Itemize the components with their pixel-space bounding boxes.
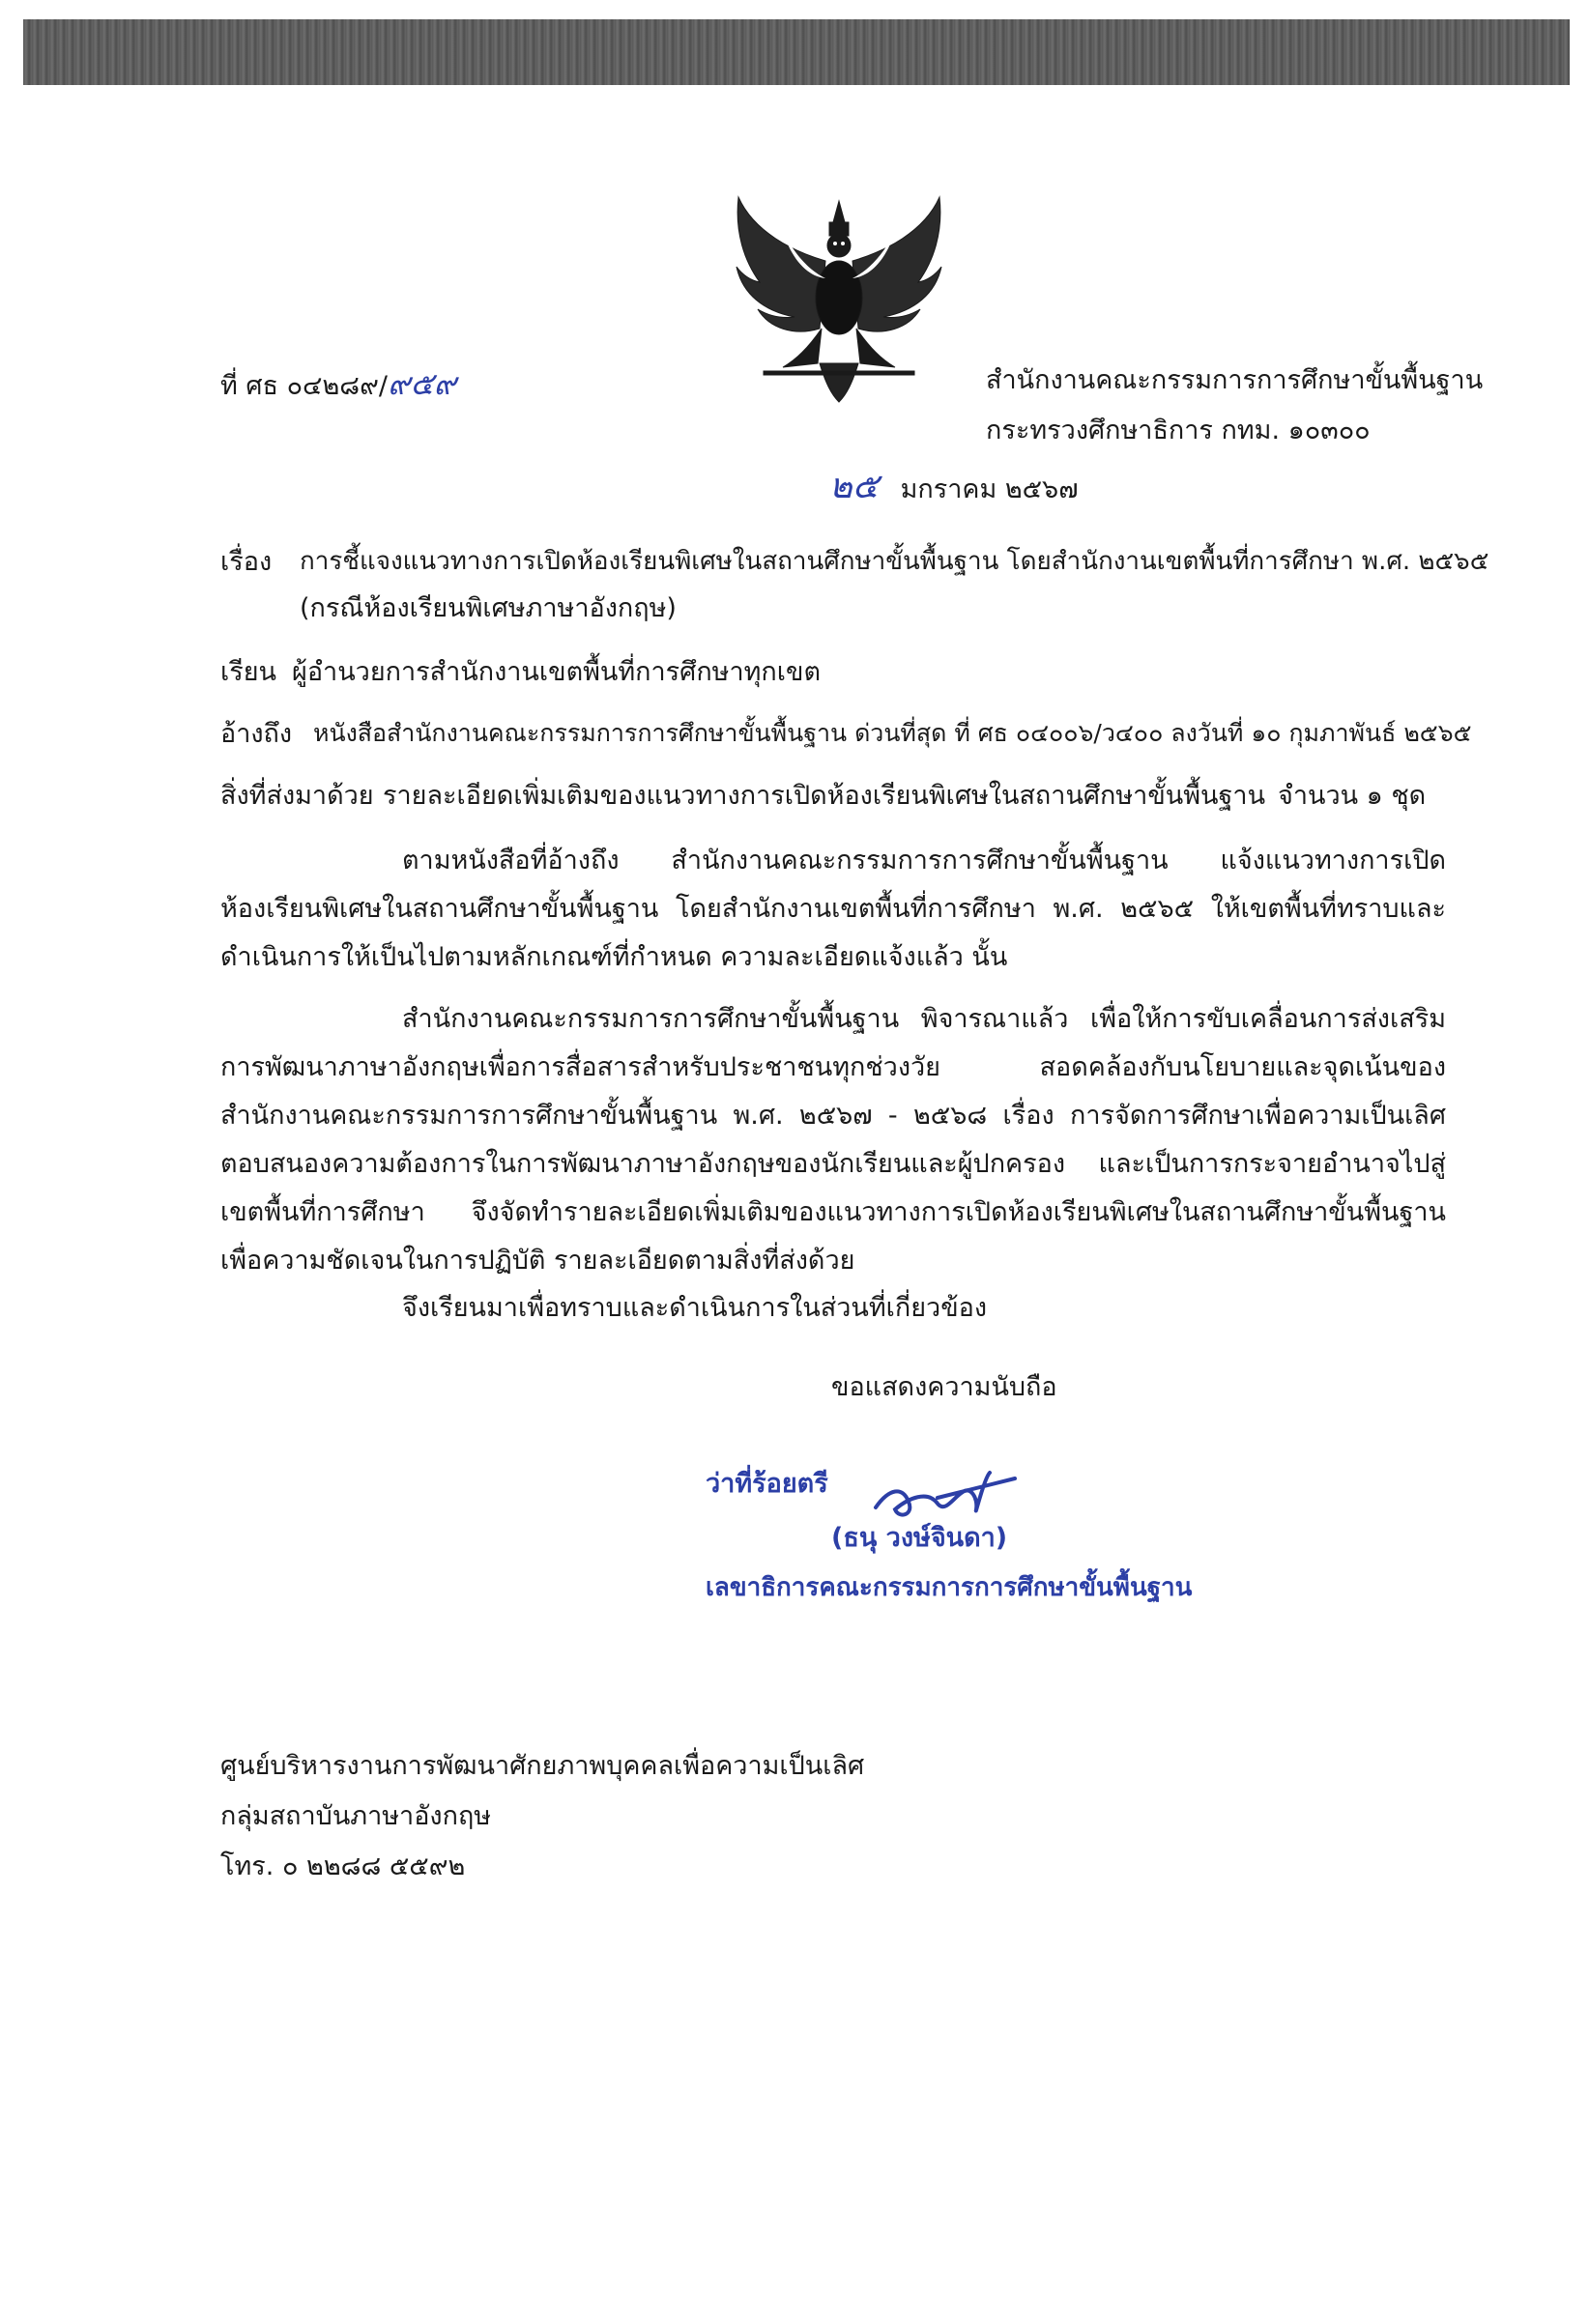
to-label: เรียน [220, 657, 277, 687]
subject-line-2: (กรณีห้องเรียนพิเศษภาษาอังกฤษ) [300, 593, 677, 623]
enclosure-count: จำนวน ๑ ชุด [1278, 781, 1427, 811]
office-address: กระทรวงศึกษาธิการ กทม. ๑๐๓๐๐ [986, 416, 1371, 445]
footer-phone: โทร. ๐ ๒๒๘๘ ๕๕๙๒ [220, 1851, 466, 1881]
paragraph-1-text: ตามหนังสือที่อ้างถึง สำนักงานคณะกรรมการการศึกษาขั้นพื้นฐาน แจ้งแนวทางการเปิดห้องเรียนพิเศษในสถานศึกษาขั้นพื้นฐาน โดยสำนักงานเขตพื้นที่การศึกษา พ.ศ. ๒๕๖๕ ให้เขตพื้นที่ทราบและดำเนินการให้เป็นไปตามหลักเกณฑ์ที่กำหนด ความละเอียดแจ้งแล้ว นั้น [220, 846, 1446, 972]
document-reference-number [220, 365, 456, 402]
closing-line: จึงเรียนมาเพื่อทราบและดำเนินการในส่วนที่เกี่ยวข้อง [402, 1293, 988, 1323]
document-date [829, 466, 1079, 507]
office-name: สำนักงานคณะกรรมการการศึกษาขั้นพื้นฐาน [986, 365, 1484, 395]
reference-handwritten-number: ๙๕๙ [388, 365, 457, 402]
reference-prefix: ที่ ศธ ๐๔๒๘๙/ [220, 371, 388, 401]
closing-salutation: ขอแสดงความนับถือ [831, 1372, 1057, 1402]
body-paragraph-2 [220, 995, 1446, 1285]
date-day-handwritten: ๒๕ [829, 467, 879, 506]
paragraph-2-text: สำนักงานคณะกรรมการการศึกษาขั้นพื้นฐาน พิจารณาแล้ว เพื่อให้การขับเคลื่อนการส่งเสริมการพัฒนาภาษาอังกฤษเพื่อการสื่อสารสำหรับประชาชนทุกช่วงวัย สอดคล้องกับนโยบายและจุดเน้นของสำนักงานคณะกรรมการการศึกษาขั้นพื้นฐาน พ.ศ. ๒๕๖๗ - ๒๕๖๘ เรื่อง การจัดการศึกษาเพื่อความเป็นเลิศตอบสนองความต้องการในการพัฒนาภาษาอังกฤษของนักเรียนและผู้ปกครอง และเป็นการกระจายอำนาจไปสู่เขตพื้นที่การศึกษา จึงจัดทำรายละเอียดเพิ่มเติมของแนวทางการเปิดห้องเรียนพิเศษในสถานศึกษาขั้นพื้นฐานเพื่อความชัดเจนในการปฏิบัติ รายละเอียดตามสิ่งที่ส่งด้วย [220, 1004, 1446, 1276]
subject-label: เรื่อง [220, 547, 273, 577]
subject-line-1: การชี้แจงแนวทางการเปิดห้องเรียนพิเศษในสถานศึกษาขั้นพื้นฐาน โดยสำนักงานเขตพื้นที่การศึกษา พ.ศ. ๒๕๖๕ [300, 547, 1489, 576]
reference-label: อ้างถึง [220, 719, 293, 749]
body-paragraph-1 [220, 837, 1446, 982]
reference-value: หนังสือสำนักงานคณะกรรมการการศึกษาขั้นพื้นฐาน ด่วนที่สุด ที่ ศธ ๐๔๐๐๖/ว๔๐๐ ลงวันที่ ๑๐ กุมภาพันธ์ ๒๕๖๕ [313, 719, 1472, 747]
handwritten-signature-icon [870, 1469, 1025, 1527]
footer-unit: ศูนย์บริหารงานการพัฒนาศักยภาพบุคคลเพื่อความเป็นเลิศ [220, 1751, 865, 1781]
signer-rank: ว่าที่ร้อยตรี [706, 1469, 828, 1499]
enclosure-label: สิ่งที่ส่งมาด้วย [220, 781, 374, 811]
date-month-year: มกราคม ๒๕๖๗ [900, 474, 1079, 504]
garuda-emblem-icon [725, 193, 953, 406]
enclosure-value: รายละเอียดเพิ่มเติมของแนวทางการเปิดห้องเรียนพิเศษในสถานศึกษาขั้นพื้นฐาน [383, 781, 1266, 811]
signer-position: เลขาธิการคณะกรรมการการศึกษาขั้นพื้นฐาน [706, 1573, 1193, 1602]
to-recipient: ผู้อำนวยการสำนักงานเขตพื้นที่การศึกษาทุกเขต [292, 657, 821, 687]
footer-group: กลุ่มสถาบันภาษาอังกฤษ [220, 1801, 492, 1831]
signer-name: (ธนุ วงษ์จินดา) [831, 1523, 1008, 1553]
